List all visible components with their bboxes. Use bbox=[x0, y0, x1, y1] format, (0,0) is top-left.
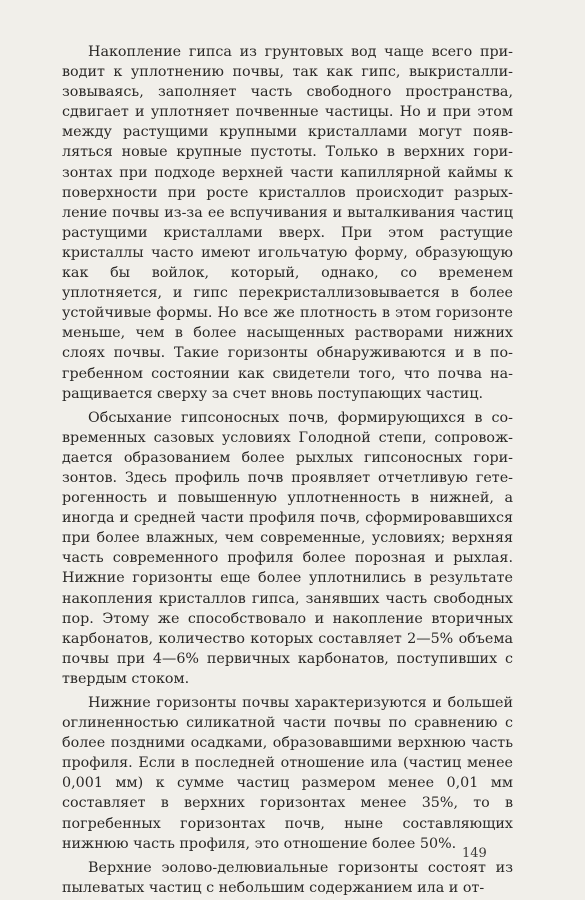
paragraph-gypsum-accumulation: Накопление гипса из грунтовых вод чаще всего приводит к уплотнению почвы, так как гипс, выкристаллизовываясь, заполняет часть свободного пространства, сдвигает и уплотняет почвенные частицы. Но и при этом между растущими крупными кристаллами могут появляться новые крупные пустоты. Только в верхних горизонтах при подходе верхней части капиллярной каймы к поверхности при росте кристаллов происходит разрыхление почвы из-за ее вспучивания и выталкивания частиц растущими кристаллами вверх. При этом растущие кристаллы часто имеют игольчатую форму, образующую как бы войлок, который, однако, со временем уплотняется, и гипс перекристаллизовывается в более устойчивые формы. Но все же плотность в этом горизонте меньше, чем в более насыщенных растворами нижних слоях почвы. Такие горизонты обнаруживаются и в погребенном состоянии как свидетели того, что почва наращивается сверху за счет вновь поступающих частиц. bbox=[62, 44, 513, 402]
page-number: 149 bbox=[462, 846, 487, 861]
text-body bbox=[62, 42, 513, 898]
paragraph-soil-drying: Обсыхание гипсоносных почв, формирующихся в современных сазовых условиях Голодной степи, сопровождается образованием более рыхлых гипсоносных горизонтов. Здесь профиль почв проявляет отчетливую гетерогенность и повышенную уплотненность в нижней, а иногда и средней части профиля почв, сформировавшихся при более влажных, чем современные, условиях; верхняя часть современного профиля более порозная и рыхлая. Нижние горизонты еще более уплотнились в результате накопления кристаллов гипса, занявших часть свободных пор. Этому же способствовало и накопление вторичных карбонатов, количество которых составляет 2—5% объема почвы при 4—6% первичных карбонатов, поступивших с твердым стоком. bbox=[62, 409, 513, 687]
paragraph-upper-horizons: Верхние эолово-делювиальные горизонты состоят из пылеватых частиц с небольшим содержанием ила и от- bbox=[62, 859, 513, 896]
paragraph-lower-horizons: Нижние горизонты почвы характеризуются и большей оглиненностью силикатной части почвы по сравнению с более поздними осадками, образовавшими верхнюю часть профиля. Если в последней отношение ила (частиц менее 0,001 мм) к сумме частиц размером менее 0,01 мм составляет в верхних горизонтах менее 35%, то в погребенных горизонтах почв, ныне составляющих нижнюю часть профиля, это отношение более 50%. bbox=[62, 695, 513, 852]
